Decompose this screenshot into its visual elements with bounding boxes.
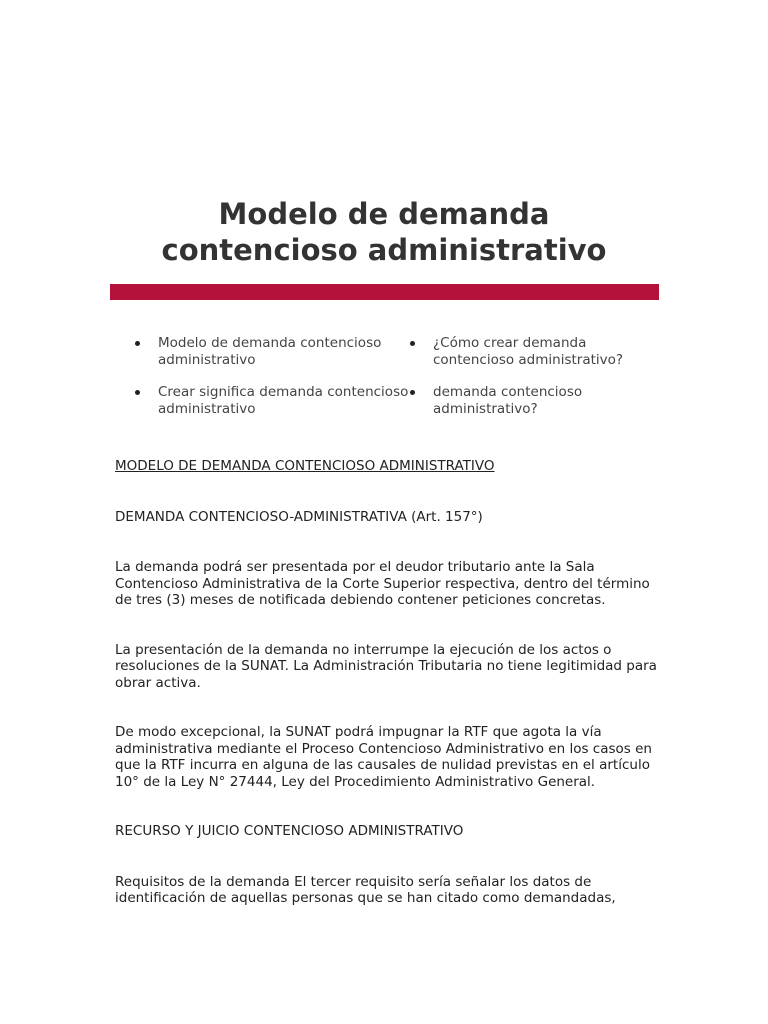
related-link-label[interactable]: demanda contencioso administrativo? [433, 384, 583, 417]
section-heading-main: MODELO DE DEMANDA CONTENCIOSO ADMINISTRATIVO [115, 458, 495, 474]
related-links-list [135, 335, 655, 418]
bullet-icon [410, 390, 415, 395]
section-heading-recurso: RECURSO Y JUICIO CONTENCIOSO ADMINISTRATIVO [115, 823, 464, 839]
body-paragraph: De modo excepcional, la SUNAT podrá impugnar la RTF que agota la vía administrativa mediante el Proceso Contencioso Administrativo en los casos en que la RTF incurra en alguna de las causales de nulidad previstas en el artículo 10° de la Ley N° 27444, Ley del Procedimiento Administrativo General. [115, 724, 652, 790]
bullet-icon [410, 341, 415, 346]
related-link-item[interactable] [135, 384, 410, 418]
body-paragraph: La presentación de la demanda no interrumpe la ejecución de los actos o resoluciones de la SUNAT. La Administración Tributaria no tiene legitimidad para obrar activa. [115, 641, 657, 691]
page-title [0, 196, 768, 268]
related-link-label[interactable]: Modelo de demanda contencioso administrativo [158, 335, 382, 368]
body-paragraph: Requisitos de la demanda El tercer requisito sería señalar los datos de identificación de aquellas personas que se han citado como demandadas, [115, 873, 616, 906]
body-paragraph: La demanda podrá ser presentada por el deudor tributario ante la Sala Contencioso Administrativa de la Corte Superior respectiva, dentro del término de tres (3) meses de notificada debiendo contener peticiones concretas. [115, 559, 650, 608]
related-link-item[interactable] [135, 335, 410, 369]
section-heading-article: DEMANDA CONTENCIOSO-ADMINISTRATIVA (Art. 157°) [115, 508, 483, 525]
related-link-item[interactable] [410, 335, 655, 369]
related-link-label[interactable]: Crear significa demanda contencioso administrativo [158, 384, 409, 417]
page-title-line-1: Modelo de demanda [218, 197, 550, 231]
page-title-line-2: contencioso administrativo [161, 233, 607, 267]
bullet-icon [135, 390, 140, 395]
bullet-icon [135, 341, 140, 346]
related-link-label[interactable]: ¿Cómo crear demanda contencioso administrativo? [433, 335, 624, 368]
title-divider-bar [110, 284, 659, 300]
related-link-item[interactable] [410, 384, 655, 418]
document-body [115, 458, 660, 940]
